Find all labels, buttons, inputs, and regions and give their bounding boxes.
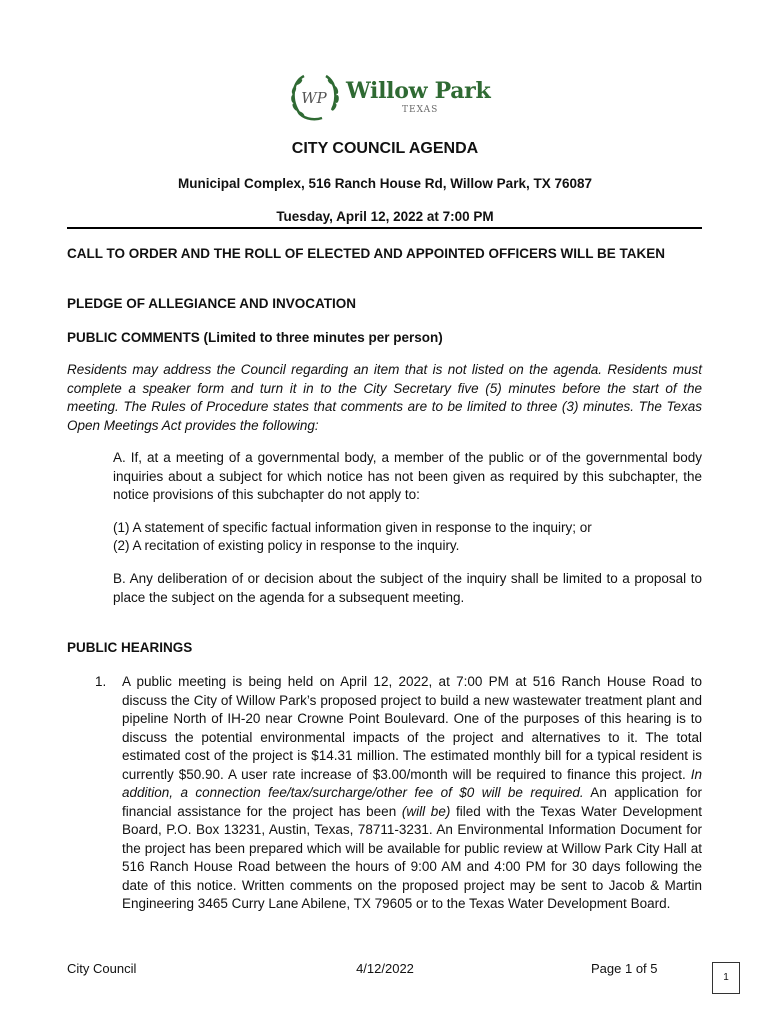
public-hearings-heading: PUBLIC HEARINGS	[67, 640, 193, 655]
page-number-box: 1	[712, 962, 740, 994]
clause-a-item-1: (1) A statement of specific factual information given in response to the inquiry; or	[113, 520, 592, 535]
public-comments-intro: Residents may address the Council regarding an item that is not listed on the agenda. Residents must complete a speaker form and turn it in to the City Secretary five (5) minutes before the start of the meeting. The Rules of Procedure states that comments are to be limited to three (3) minutes. The Texas Open Meetings Act provides the following:	[67, 362, 702, 433]
logo-wordmark: Willow Park	[346, 78, 491, 104]
call-to-order-heading: CALL TO ORDER AND THE ROLL OF ELECTED AND APPOINTED OFFICERS WILL BE TAKEN	[67, 246, 666, 261]
logo-state: TEXAS	[402, 105, 439, 115]
laurel-wreath-icon	[286, 70, 342, 122]
meeting-date: Tuesday, April 12, 2022 at 7:00 PM	[276, 209, 494, 224]
pledge-heading: PLEDGE OF ALLEGIANCE AND INVOCATION	[67, 296, 357, 311]
hearing-item-1-text: A public meeting is being held on April 12, 2022, at 7:00 PM at 516 Ranch House Road to discuss the City of Willow Park’s proposed project to build a new wastewater treatment plant and pipeline North of IH-20 near Crowne Point Boulevard. One of the purposes of this hearing is to discuss the potential environmental impacts of the project and alternatives to it. The total estimated cost of the project is $14.31 million. The estimated monthly bill for a typical resident is currently $50.90. A user rate increase of $3.00/month will be required to finance this project. In addition, a connection fee/tax/surcharge/other fee of $0 will be required. An application for financial assistance for the project has been (will be) filed with the Texas Water Development Board, P.O. Box 13231, Austin, Texas, 78711-3231. An Environmental Information Document for the project has been prepared which will be available for public review at Willow Park City Hall at 516 Ranch House Road between the hours of 9:00 AM and 4:00 PM for 30 days following the date of this notice. Written comments on the proposed project may be sent to Jacob & Martin Engineering 3465 Curry Lane Abilene, TX 79605 or to the Texas Water Development Board.	[122, 674, 702, 911]
meeting-address: Municipal Complex, 516 Ranch House Rd, Willow Park, TX 76087	[178, 176, 592, 191]
open-meetings-clause-a: A. If, at a meeting of a governmental body, a member of the public or of the governmental body inquiries about a subject for which notice has not been given as required by this subchapter, the notice provisions of this subchapter do not apply to:	[113, 450, 702, 502]
monogram: WP	[301, 89, 327, 107]
clause-a-item-2: (2) A recitation of existing policy in response to the inquiry.	[113, 538, 460, 553]
open-meetings-clause-b: B. Any deliberation of or decision about the subject of the inquiry shall be limited to a proposal to place the subject on the agenda for a subsequent meeting.	[113, 571, 702, 605]
city-logo	[286, 70, 491, 122]
footer-left: City Council	[67, 961, 137, 976]
footer-date: 4/12/2022	[356, 961, 414, 976]
footer-page-count: Page 1 of 5	[591, 961, 658, 976]
header-divider	[67, 227, 702, 229]
hearing-item-number: 1.	[95, 674, 107, 689]
page-title: CITY COUNCIL AGENDA	[291, 140, 479, 157]
public-comments-heading: PUBLIC COMMENTS (Limited to three minutes per person)	[67, 330, 443, 345]
